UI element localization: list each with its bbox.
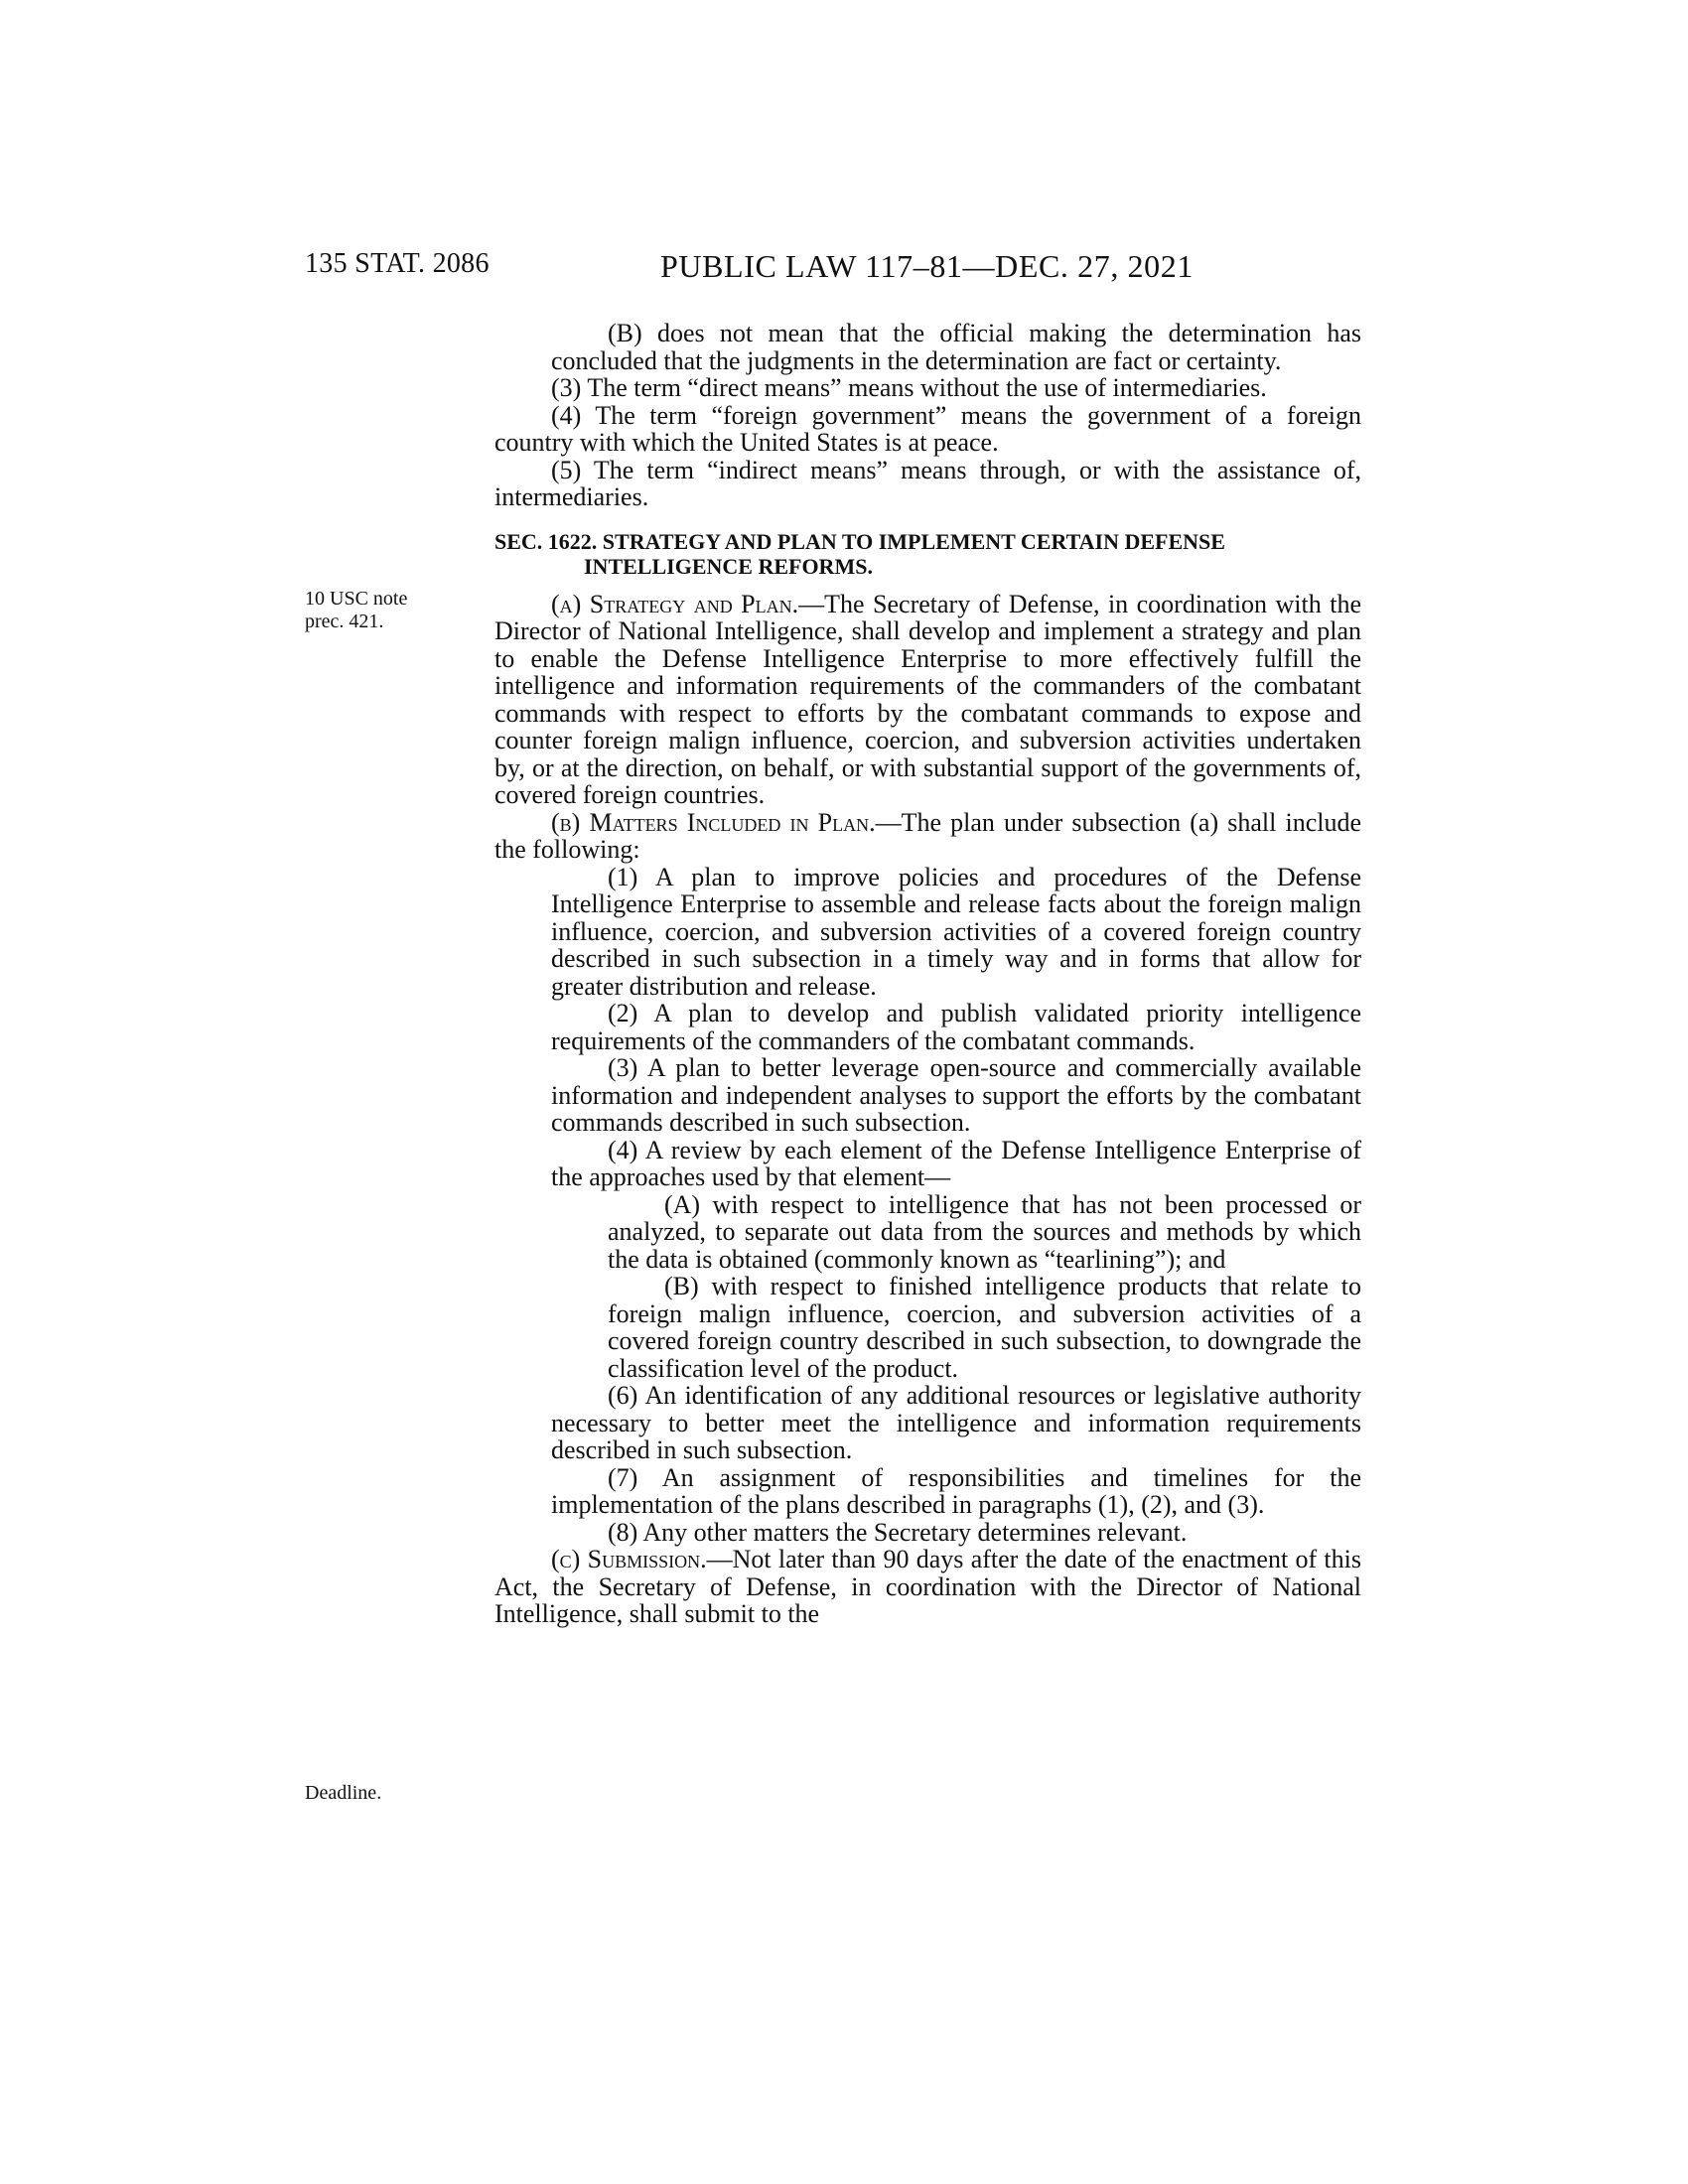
subsection-c-label: (c) Submission.	[551, 1545, 707, 1573]
margin-note-usc-line1: 10 USC note	[305, 588, 408, 610]
paragraph-4: (4) The term “foreign government” means the government of a foreign country with which the United States is at peace.	[494, 400, 1361, 457]
page-header	[0, 248, 1688, 288]
item-8: (8) Any other matters the Secretary determines relevant.	[608, 1517, 1188, 1547]
running-title: PUBLIC LAW 117–81—DEC. 27, 2021	[660, 248, 1194, 284]
paragraph-3: (3) The term “direct means” means without the use of intermediaries.	[551, 373, 1267, 402]
item-1: (1) A plan to improve policies and procedures of the Defense Intelligence Enterprise to assemble and release facts about the foreign malign influence, coercion, and subversion activities of a covered foreign country described in such subsection in a timely way and in forms that allow for greater distribution and release.	[551, 862, 1361, 1001]
margin-note-usc-line2: prec. 421.	[305, 611, 384, 632]
section-heading	[494, 529, 1361, 579]
item-6: (6) An identification of any additional resources or legislative authority necessary to better meet the intelligence and information requirements described in such subsection.	[551, 1381, 1361, 1464]
subsection-c	[494, 1546, 1361, 1628]
item-4: (4) A review by each element of the Defense Intelligence Enterprise of the approaches used by that element—	[551, 1135, 1361, 1191]
item-4-B: (B) with respect to finished intelligence products that relate to foreign malign influence, coercion, and subversion activities of a covered foreign country described in such subsection, to downgrade the classification level of the product.	[608, 1272, 1361, 1383]
subsection-b-label: (b) Matters Included in Plan.	[551, 807, 876, 837]
margin-note-usc	[305, 588, 407, 633]
subsection-b	[494, 809, 1361, 864]
statute-page-number: 135 STAT. 2086	[305, 248, 490, 279]
margin-note-deadline: Deadline.	[305, 1782, 382, 1804]
subsection-a-label: (a) Strategy and Plan.	[551, 589, 799, 618]
item-3: (3) A plan to better leverage open-source and commercially available information and independent analyses to support the efforts by the combatant commands described in such subsection.	[551, 1053, 1361, 1137]
section-heading-line1: SEC. 1622. STRATEGY AND PLAN TO IMPLEMENT CERTAIN DEFENSE	[494, 528, 1225, 554]
subsection-c-text: —Not later than 90 days after the date of the enactment of this Act, the Secretary of Defense, in coordination with the Director of National Intelligence, shall submit to the	[494, 1545, 1361, 1628]
subsection-b-text: —The plan under subsection (a) shall include the following:	[494, 807, 1362, 864]
subsection-a-text: —The Secretary of Defense, in coordination with the Director of National Intelligence, shall develop and implement a strategy and plan to enable the Defense Intelligence Enterprise to more effectively fulfill the intelligence and information requirements of the commanders of the combatant commands with respect to efforts by the combatant commands to expose and counter foreign malign influence, coercion, and subversion activities undertaken by, or at the direction, on behalf, or with substantial support of the governments of, covered foreign countries.	[494, 589, 1361, 809]
subsection-a	[494, 591, 1361, 809]
paragraph-b-continuation: (B) does not mean that the official making the determination has concluded that the judgments in the determination are fact or certainty.	[551, 319, 1361, 375]
page-body	[494, 320, 1361, 1628]
item-7: (7) An assignment of responsibilities and timelines for the implementation of the plans described in paragraphs (1), (2), and (3).	[551, 1462, 1361, 1519]
paragraph-5: (5) The term “indirect means” means through, or with the assistance of, intermediaries.	[494, 455, 1361, 511]
item-4-A: (A) with respect to intelligence that has not been processed or analyzed, to separate out data from the sources and methods by which the data is obtained (commonly known as “tearlining”); and	[608, 1189, 1361, 1274]
section-heading-line2: INTELLIGENCE REFORMS.	[584, 553, 873, 579]
item-2: (2) A plan to develop and publish validated priority intelligence requirements of the commanders of the combatant commands.	[551, 999, 1361, 1055]
